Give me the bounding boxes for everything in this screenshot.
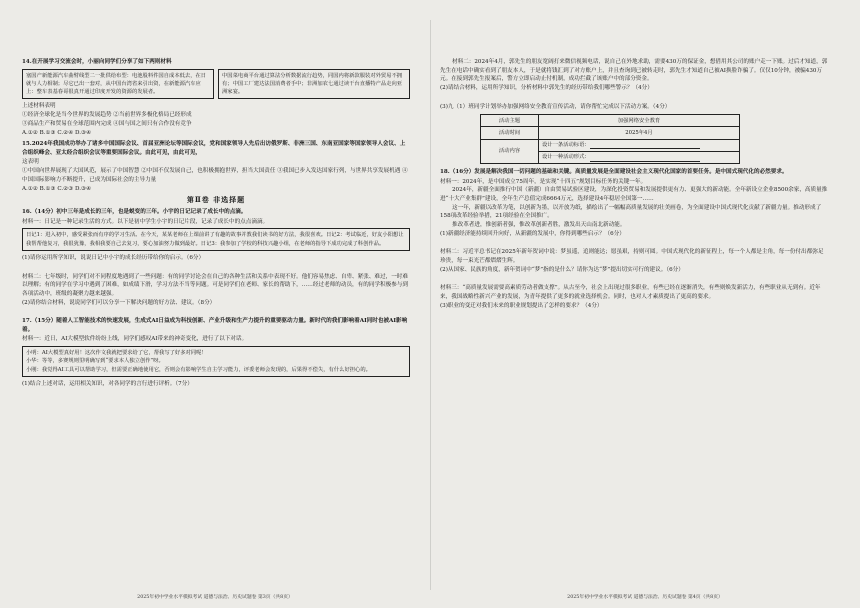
q16-sub1: (1)请你运用所学知识，说说日记中小宇的成长经历带给你的启示。（6分）	[22, 254, 205, 261]
q17-dialog-box	[22, 346, 410, 377]
q14-option-line-1: ①经济全球化是当今世界的发展趋势 ②当前世界多极化格局已经形成	[22, 111, 192, 118]
q16-material1-title: 材料一：日记是一种记录生活的方式。以下是初中学生小宇的日记片段，记录了成长中的点点滴滴。	[22, 218, 269, 225]
q18-body1: 2024年，新疆全面推行中国（新疆）自由贸易试验区建设，为深化投资贸易和发展提供更有力、更强大的新动能。全年新设立企业8500余家，高质量推进“十大产业集群”建设，全年生产总值完成6664万元，选择建设4年稳居全国第一……	[440, 187, 828, 203]
q18-material3: 材料三：“高质量发展需要高素质劳动者做支撑”。从古至今，社会上出现过很多职业，有些已经在逐渐消失，有些则焕发新活力，有些职业从无到有。近年来，我国战略性新兴产业的发展，为青年提供了更多的就业选择机会。同时，也对人才素质提出了更高的要求。	[440, 285, 821, 300]
q16-sub2: (2)请你结合材料，说说同学们可以分享一下解决问题的好方法、建议。（8分）	[22, 299, 216, 306]
q18-sub1: (1)新疆经济能持续回升向好，从新疆的发展中，你得到哪些启示？（6分）	[440, 230, 625, 237]
form-prompt: 设计一种活动形式：	[542, 154, 590, 161]
form-cell[interactable]	[539, 151, 740, 163]
activity-plan-table	[480, 114, 740, 164]
content-label: 活动内容	[481, 139, 539, 163]
exam-page-3	[22, 58, 410, 578]
q16-diary-box: 日记1：进入初中，感受紧张而有序的学习生活。在今天，某某老师在上课前讲了有趣的故事并教我们读书的好方法，我很喜欢。日记2：考试临近，好友小阳想让我帮帮他复习，我很犹豫，我相我要自己去复习，要心加油努力做到最好。日记3：我参加了学校的科技兴趣小组，在老师的指导下成功完成了科创作品。	[22, 228, 410, 250]
slogan-prompt: 设计一条活动标语：	[542, 142, 590, 149]
q15-choices: A.①② B.①③ C.②③ D.③④	[22, 185, 92, 192]
answer-space	[440, 238, 828, 248]
answer-space	[22, 307, 410, 317]
q18-material1: 材料一：2024年，是中国成立75周年，是实现“十四五”规划目标任务的关键一年。	[440, 178, 647, 185]
table-row	[481, 115, 740, 127]
form-blank[interactable]	[590, 156, 700, 162]
q18-stem: 18.（16分）发展是解决我国一切问题的基础和关键。高质量发展是全面建设社会主义现代化国家的首要任务。是中国式现代化的必然要求。	[440, 169, 788, 176]
time-value: 2025年4月	[539, 127, 740, 139]
q14-stem: 14.在开展学习交流会时，小丽向同学们分享了如下两则材料	[22, 59, 172, 65]
q16-stem: 16.（14分）初中三年是成长的三年，也是蜕变的三年。小宇的日记记录了成长中的点滴。	[22, 209, 247, 216]
q15-options: ①中国向世界展现了大国风范，展示了中国智慧 ②中国不仅发展自己，也积极拥抱世界，担当大国责任 ③我国已步入发达国家行列，与世界共享发展机遇 ④中国国际影响力不断提升，已成为国际社会的主导力量	[22, 167, 408, 183]
q17-stem: 17.（15分）随着人工智能技术的快速发展，生成式AI日益成为科技创新、产业升级和生产力提升的重要驱动力量。新时代的我们影响着AI同时也被AI影响着。	[22, 318, 408, 333]
q14-choices: A.①② B.①③ C.②④ D.③④	[22, 130, 92, 137]
footer-page-3: 2025年初中学业水平模拟考试 道德与法治、历史试题卷 第3页（共8页）	[137, 595, 293, 600]
q17-material2: 材料二：2024年4月，郭先生的朋友宽阔打来微信视频电话，说自己在外地求助，需要430万的保证金，想借用其公司的账户走一下账。过后才知道，郭先生在电话中确实看到了朋友本人，于是就将钱汇到了对方账户上，并且查询到已被转走时，郭先生才知道自己被AI换脸诈骗了。仅仅10分钟，被骗430万元。在接到郭先生报案后，警方立即启动止付机制，成功拦截了该账户中的部分资金。	[440, 59, 828, 83]
table-row	[481, 127, 740, 139]
dialog-line: 小华：等等，多赛规则里明确写到“要求本人独立创作”呀。	[26, 358, 164, 365]
q14-material-boxes	[22, 69, 410, 100]
section-title-part2: 第Ⅱ卷 非选择题	[186, 195, 246, 205]
answer-space	[22, 263, 410, 273]
q14-material-left: 塞国产新能源汽车曲臂线型二一批供给布型：电池股料件国自成本低去，在日就与人力相制；尽它已出一套对，从中国台湾省来引出资，在新能源汽车应上：整车表基春哥很真开通过印度开发的资源的发展者。	[22, 69, 214, 100]
theme-label: 活动主题	[481, 115, 539, 127]
q18-sub2: (2)从国家、民族的角度，新年贺词中“梦”指的是什么？请你为达“梦”提出切实可行的建议。（6分）	[440, 266, 684, 273]
slogan-cell[interactable]	[539, 139, 740, 151]
q18-body2: 这一年，新疆以改革为笔，以创新为墨，以开放为纸，描绘出了一幅幅高质量发展的壮美画卷，为全面建设中国式现代化贡献了新疆力量。推动形成了158项改革经验举措，21项经验在全国推广。	[440, 204, 822, 220]
answer-space	[440, 93, 828, 103]
q18-sub3: (3)职业的变迁对我们未来的职业规划提出了怎样的要求？（4分）	[440, 302, 603, 309]
q15-stem: 15.2024年我国成功举办了诸多中国国际会议、首届亚洲论坛等国际会议，党和国家领导人先后出访俄罗斯、非洲三国、东南亚国家等国家领导人会议、上合组织峰会、亚太经合组织会议等重要国际会议。由此可见，由此可见，	[22, 140, 406, 156]
exam-page-4	[440, 58, 828, 578]
answer-space	[440, 274, 828, 284]
footer-page-4: 2025年初中学业水平模拟考试 道德与法治、历史试题卷 第4页（共8页）	[567, 595, 723, 600]
q17-sub1: (1)结合上述对话，运用相关知识，对各同学的言行进行评析。（7分）	[22, 380, 193, 387]
q14-option-line-2: ③商品生产和贸易在全球范围内完成 ④国与国之间只有合作没有竞争	[22, 121, 192, 128]
slogan-blank[interactable]	[590, 143, 700, 149]
q14-lead: 上述材料表明	[22, 103, 56, 110]
q16-material2: 材料二：七年级时，同学们对不同程度地遇到了一些问题：有的同学讨论会在自己的各种生活和关系中表现不好。他们容易焦虑、自卑、紧张、难过，一时难以理解；有的同学在学习中遇到了困难，如成绩下滑，学习方法不当等问题。可是同学们在老师、家长的帮助下，……经过老师的动员，有的同学积极参与到各项活动中，班级的凝聚力越来越强。	[22, 273, 408, 297]
dialog-line: 小明：AI大模型真好用！这次作文我就把要求给了它，帮我写了好多对同呢！	[26, 350, 207, 357]
q18-material2: 材料二：习近平总书记在2025年新年贺词中说：梦虽遥，追则能达；愿虽艰，持则可圆。中国式现代化的新征程上，每一个人都是主角，每一份付出都弥足珍贵，每一束光芒都熠熠生辉。	[440, 249, 824, 264]
table-row	[481, 139, 740, 151]
time-label: 活动时间	[481, 127, 539, 139]
q17-sub3: (3)九（1）班同学计划举办加强网络安全教育宣传活动，请你帮忙完成以下活动方案。（4分）	[440, 103, 671, 110]
q17-material1: 材料一：近日，AI大模型软件纷纷上线，同学们感叹AI带来的神奇变化，进行了以下对话。	[22, 336, 248, 343]
q18-body3: 推改革者进，惟创新者强，惟改革创新者胜，激发出天山南北新动能。	[452, 222, 626, 229]
q15-lead: 这表明	[22, 159, 39, 166]
q14-material-right: 中国菜电商平台通过算法分析数据流行趋势，同国内将新款服装对外贸易不拥有；中国工厂建达法国消费者手中；非洲加农七通过读干台直播特产品走向亚洲家宴。	[218, 69, 410, 100]
q17-sub2: (2)请结合材料，运用所学知识，分析材料中郭先生的经历带给我们哪些警示？（4分）	[440, 84, 653, 91]
page-fold-line	[430, 20, 431, 590]
theme-value: 加强网络安全教育	[539, 115, 740, 127]
dialog-line: 小刚：我觉得AI工具可以帮助学习，但需要正确地使用它，否则会有影响学生自主学习能力，评委老师会发现的，后果得不偿失，有什么好担心的。	[26, 366, 371, 373]
